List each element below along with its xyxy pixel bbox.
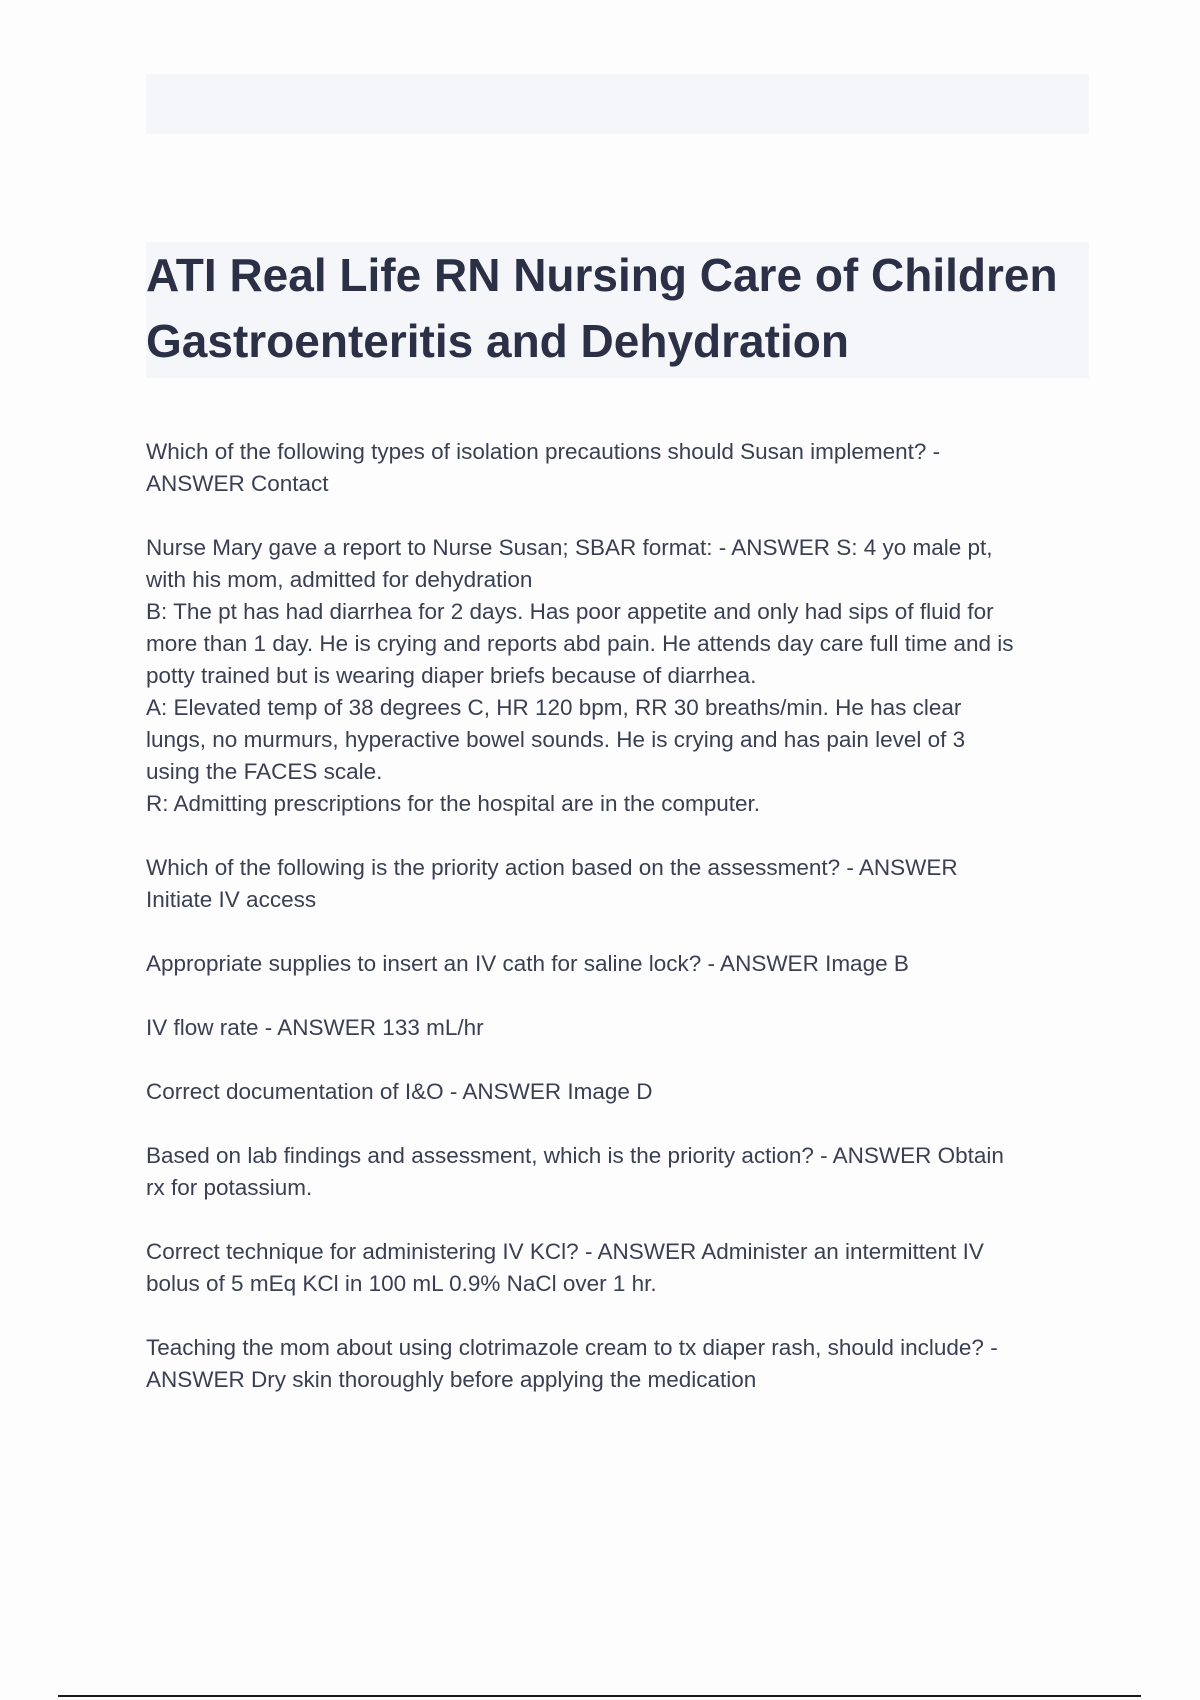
- qa-line: Which of the following is the priority action based on the assessment? - ANSWER: [146, 855, 958, 880]
- qa-line: R: Admitting prescriptions for the hospital are in the computer.: [146, 791, 761, 816]
- qa-line: Teaching the mom about using clotrimazole cream to tx diaper rash, should include? -: [146, 1335, 998, 1360]
- title-line-2: Gastroenteritis and Dehydration: [146, 315, 849, 367]
- qa-line: potty trained but is wearing diaper briefs because of diarrhea.: [146, 663, 757, 688]
- document-title: [146, 242, 1089, 378]
- qa-item-io-documentation: [146, 1076, 1089, 1108]
- qa-line: Nurse Mary gave a report to Nurse Susan; SBAR format: - ANSWER S: 4 yo male pt,: [146, 535, 993, 560]
- qa-line: ANSWER Dry skin thoroughly before applying the medication: [146, 1367, 757, 1392]
- qa-line: A: Elevated temp of 38 degrees C, HR 120 bpm, RR 30 breaths/min. He has clear: [146, 695, 962, 720]
- qa-line: with his mom, admitted for dehydration: [146, 567, 533, 592]
- qa-item-iv-supplies: [146, 948, 1089, 980]
- qa-line: Based on lab findings and assessment, which is the priority action? - ANSWER Obtain: [146, 1143, 1004, 1168]
- qa-line: Which of the following types of isolation precautions should Susan implement? -: [146, 439, 941, 464]
- qa-item-iv-kcl: [146, 1236, 1089, 1300]
- qa-line: ANSWER Contact: [146, 471, 329, 496]
- qa-line: Initiate IV access: [146, 887, 317, 912]
- qa-list: [146, 436, 1089, 1428]
- qa-line: IV flow rate - ANSWER 133 mL/hr: [146, 1015, 484, 1040]
- qa-item-priority-action: [146, 852, 1089, 916]
- bottom-rule: [58, 1695, 1141, 1697]
- qa-line: B: The pt has had diarrhea for 2 days. Has poor appetite and only had sips of fluid for: [146, 599, 994, 624]
- qa-item-isolation: [146, 436, 1089, 500]
- qa-line: rx for potassium.: [146, 1175, 313, 1200]
- qa-item-sbar: [146, 532, 1089, 820]
- qa-line: lungs, no murmurs, hyperactive bowel sounds. He is crying and has pain level of 3: [146, 727, 966, 752]
- title-line-1: ATI Real Life RN Nursing Care of Children: [146, 249, 1058, 301]
- qa-line: Appropriate supplies to insert an IV cath for saline lock? - ANSWER Image B: [146, 951, 909, 976]
- qa-line: using the FACES scale.: [146, 759, 383, 784]
- qa-item-lab-priority: [146, 1140, 1089, 1204]
- qa-item-clotrimazole: [146, 1332, 1089, 1396]
- qa-line: Correct technique for administering IV KCl? - ANSWER Administer an intermittent IV: [146, 1239, 984, 1264]
- qa-line: more than 1 day. He is crying and reports abd pain. He attends day care full time and is: [146, 631, 1014, 656]
- qa-line: Correct documentation of I&O - ANSWER Image D: [146, 1079, 653, 1104]
- qa-item-iv-flow-rate: [146, 1012, 1089, 1044]
- qa-line: bolus of 5 mEq KCl in 100 mL 0.9% NaCl over 1 hr.: [146, 1271, 657, 1296]
- header-band: [146, 74, 1089, 134]
